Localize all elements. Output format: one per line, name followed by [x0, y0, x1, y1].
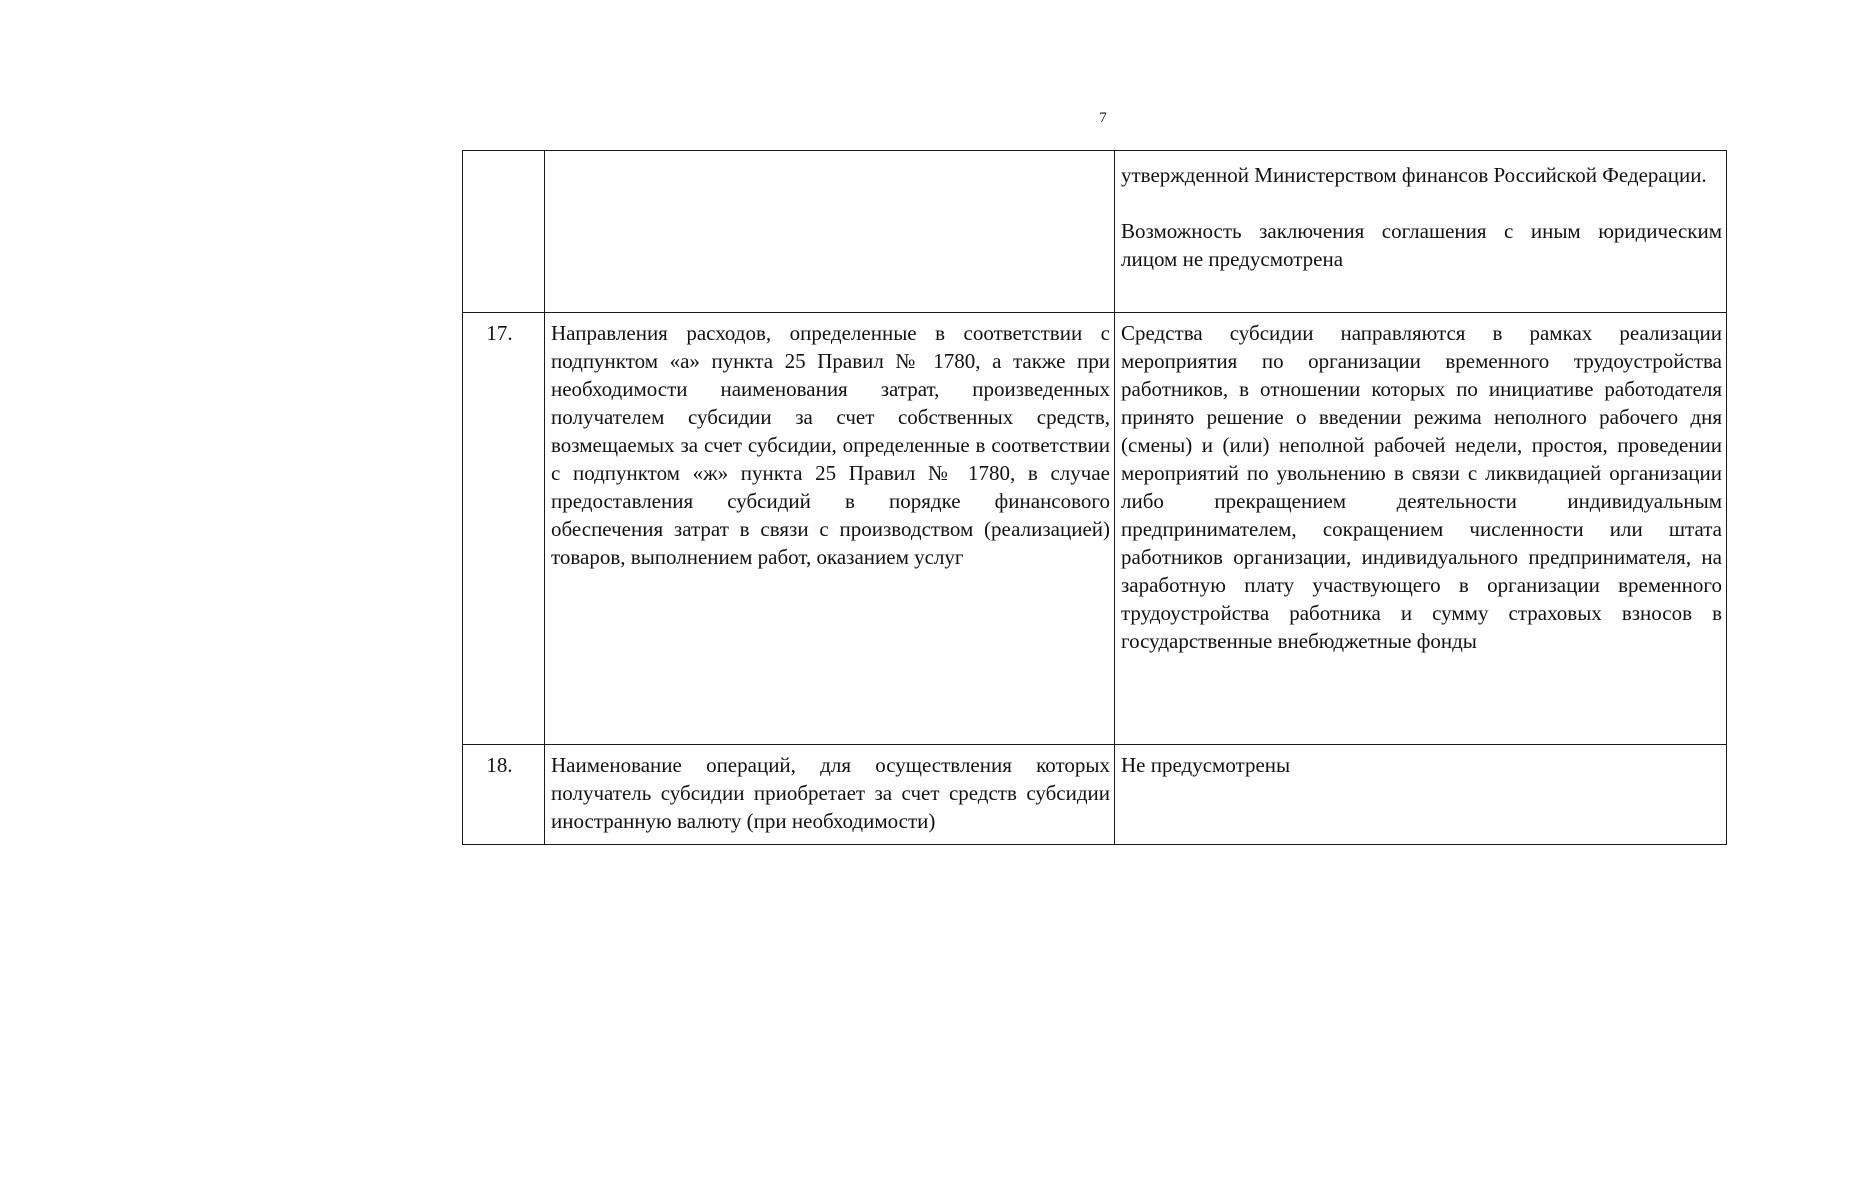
row-value	[1115, 313, 1727, 745]
row-value-paragraph: утвержденной Министерством финансов Российской Федерации.	[1121, 163, 1707, 187]
conditions-table	[462, 150, 1727, 845]
row-value	[1115, 745, 1727, 845]
row-value-paragraph: Средства субсидии направляются в рамках реализации мероприятия по организации временного трудоустройства работников, в отношении которых по инициативе работодателя принято решение о введении режима неполного рабочего дня (смены) и (или) неполной рабочей недели, простоя, проведении мероприятий по увольнению в связи с ликвидацией организации либо прекращением деятельности индивидуальным предпринимателем, сокращением численности или штата работников организации, индивидуального предпринимателя, на заработную плату участвующего в организации временного трудоустройства работника и сумму страховых взносов в государственные внебюджетные фонды	[1121, 321, 1722, 653]
row-name: Наименование операций, для осуществления которых получатель субсидии приобретает за счет средств субсидии иностранную валюту (при необходимости)	[545, 745, 1115, 845]
row-value-paragraph: Не предусмотрены	[1121, 753, 1291, 777]
table-row-continuation	[463, 151, 1727, 313]
table-row-18	[463, 745, 1727, 845]
row-number: 17.	[463, 313, 545, 745]
row-name: Направления расходов, определенные в соответствии с подпунктом «а» пункта 25 Правил № 1780, а также при необходимости наименования затрат, произведенных получателем субсидии за счет собственных средств, возмещаемых за счет субсидии, определенные в соответствии с подпунктом «ж» пункта 25 Правил № 1780, в случае предоставления субсидий в порядке финансового обеспечения затрат в связи с производством (реализацией) товаров, выполнением работ, оказанием услуг	[545, 313, 1115, 745]
table-row-17	[463, 313, 1727, 745]
row-number: 18.	[463, 745, 545, 845]
row-number	[463, 151, 545, 313]
page-number: 7	[1099, 110, 1107, 126]
row-name	[545, 151, 1115, 313]
row-value-paragraph: Возможность заключения соглашения с иным юридическим лицом не предусмотрена	[1121, 219, 1722, 271]
row-value	[1115, 151, 1727, 313]
